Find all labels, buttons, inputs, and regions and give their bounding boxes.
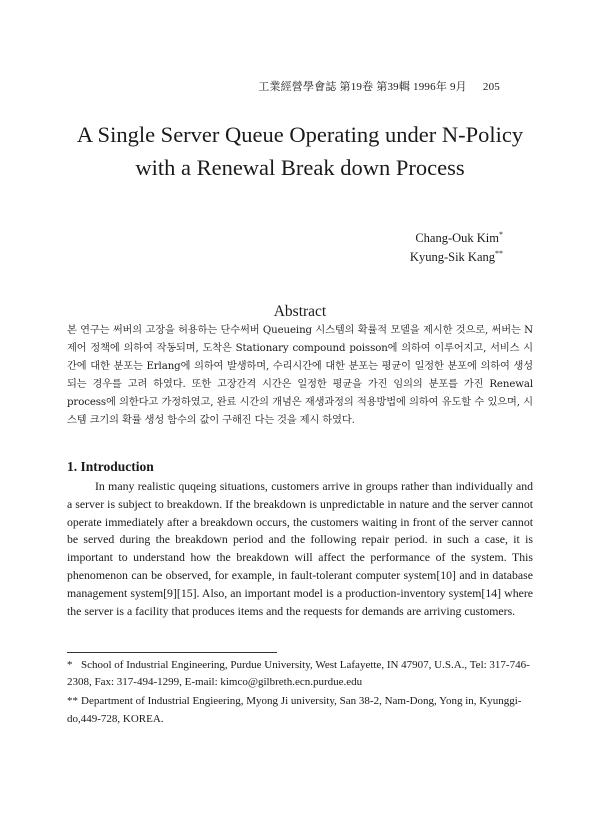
author-mark: ** xyxy=(495,248,503,258)
footnotes xyxy=(67,657,537,730)
footnote-2 xyxy=(67,693,537,727)
journal-citation: 工業經營學會誌 第19卷 第39輯 1996年 9月 xyxy=(258,81,467,93)
footnote-divider xyxy=(67,652,277,653)
author-2 xyxy=(410,248,503,267)
author-block xyxy=(410,229,503,267)
author-name: Kyung-Sik Kang xyxy=(409,250,495,264)
abstract-heading: Abstract xyxy=(273,303,327,320)
footnote-1 xyxy=(67,657,537,691)
author-name: Chang-Ouk Kim xyxy=(415,231,499,245)
running-head xyxy=(258,78,500,94)
footnote-mark: ** xyxy=(67,695,78,708)
author-mark: * xyxy=(499,229,503,239)
abstract-text: 본 연구는 써버의 고장을 허용하는 단수써버 Queueing 시스템의 확률적 모델을 제시한 것으로, 써버는 N 제어 정책에 의하여 작동되며, 도착은 Stationary compound poisson에 의하여 이루어지고, 서비스 시간에 대한 분포는 Erlang에 의하여 발생하며, 수리시간에 대한 분포는 평균이 일정한 분포에 의하여 생성되는 경우를 고려 하였다. 또한 고장간격 시간은 일정한 평균을 가진 임의의 분포를 가진 Renewal process에 의한다고 가정하였고, 완료 시간의 개념은 재생과정의 적용방법에 의하여 유도할 수 있으며, 시스템 크기의 확률 생성 함수의 값이 구해진 다는 것을 제시 하였다. xyxy=(67,325,533,426)
footnote-text: Department of Industrial Engieering, Myong Ji university, San 38-2, Nam-Dong, Yong in, Kyunggi-do,449-728, KOREA. xyxy=(67,695,522,725)
footnote-mark: * xyxy=(67,659,73,671)
section-heading-introduction: 1. Introduction xyxy=(67,459,154,474)
page-number: 205 xyxy=(482,81,500,93)
paper-title xyxy=(40,118,560,184)
title-line-2: with a Renewal Break down Process xyxy=(135,155,465,180)
title-line-1: A Single Server Queue Operating under N-Policy xyxy=(76,122,524,147)
introduction-paragraph: In many realistic quqeing situations, customers arrive in groups rather than individually and a server is subject to breakdown. If the breakdown is unpredictable in nature and the server cannot operate immediately after a breakdown occurs, the customers waiting in front of the server cannot be served during the breakdown period and the following repair period. in such a case, it is important to understand how the breakdown will affect the performance of the system. This phenomenon can be observed, for example, in fault-tolerant computer system[10] and in database management system[9][15]. Also, an important model is a production-inventory system[14] where the server is a facility that produces items and the requests for demands are arriving customers. xyxy=(67,479,533,618)
footnote-text: School of Industrial Engineering, Purdue University, West Lafayette, IN 47907, U.S.A., Tel: 317-746-2308, Fax: 317-494-1299, E-mail: kimco@gilbreth.ecn.purdue.edu xyxy=(67,659,530,689)
author-1 xyxy=(410,229,503,248)
